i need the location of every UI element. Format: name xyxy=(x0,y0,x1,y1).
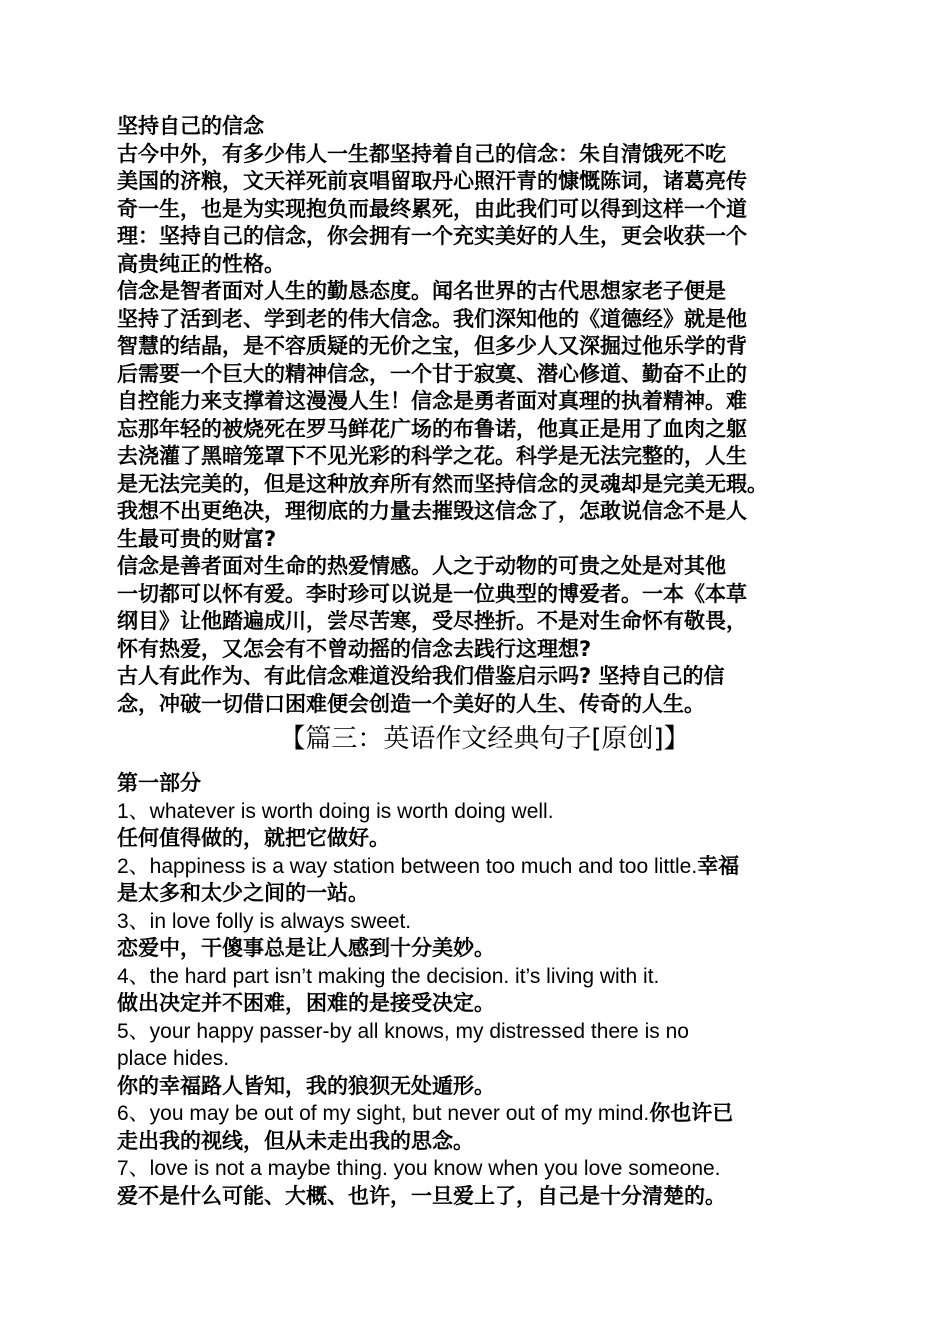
sentence-cn: 任何值得做的，就把它做好。 xyxy=(117,826,390,850)
sentence-cn: 你的幸福路人皆知，我的狼狈无处遁形。 xyxy=(117,1073,495,1098)
essay-line: 一切都可以怀有爱。李时珍可以说是一位典型的博爱者。一本《本草 xyxy=(117,581,747,606)
essay-body xyxy=(117,113,852,718)
sentence-cn-head: 你也许已 xyxy=(649,1101,734,1125)
sentence-en: 7、love is not a maybe thing. you know when you love someone. xyxy=(117,1157,721,1180)
sentence-cn-head: 幸福 xyxy=(697,853,740,878)
sentence-en-continued: place hides. xyxy=(117,1047,230,1070)
sentence-en-text: 6、you may be out of my sight, but never out of my mind. xyxy=(117,1102,650,1125)
essay-line: 后需要一个巨大的精神信念，一个甘于寂寞、潜心修道、勤奋不止的 xyxy=(117,361,747,386)
section-heading: 【篇三：英语作文经典句子[原创]】 xyxy=(279,724,690,754)
essay-line: 生最可贵的财富? xyxy=(117,526,277,551)
essay-line: 古人有此作为、有此信念难道没给我们借鉴启示吗? 坚持自己的信 xyxy=(117,664,725,688)
sentence-cn: 做出决定并不困难，困难的是接受决定。 xyxy=(117,991,495,1015)
essay-line: 是无法完美的，但是这种放弃所有然而坚持信念的灵魂却是完美无瑕。 xyxy=(117,471,768,496)
sentence-en: 4、the hard part isn’t making the decision. it’s living with it. xyxy=(117,964,660,988)
essay-line: 坚持了活到老、学到老的伟大信念。我们深知他的《道德经》就是他 xyxy=(117,306,747,331)
sentence-en: 5、your happy passer-by all knows, my distressed there is no xyxy=(117,1019,689,1043)
essay-line: 念，冲破一切借口困难便会创造一个美好的人生、传奇的人生。 xyxy=(117,691,705,716)
document-page xyxy=(117,113,852,1210)
essay-line: 信念是善者面对生命的热爱情感。人之于动物的可贵之处是对其他 xyxy=(117,554,726,578)
sentence-list xyxy=(117,770,852,1210)
essay-line: 信念是智者面对人生的勤恳态度。闻名世界的古代思想家老子便是 xyxy=(117,279,726,303)
essay-line: 美国的济粮，文天祥死前哀唱留取丹心照汗青的慷慨陈词，诸葛亮传 xyxy=(117,169,747,193)
sentence-cn: 是太多和太少之间的一站。 xyxy=(117,881,369,905)
sentence-en xyxy=(117,1100,852,1128)
essay-line: 高贵纯正的性格。 xyxy=(117,251,285,276)
sentence-cn: 爱不是什么可能、大概、也许，一旦爱上了，自己是十分清楚的。 xyxy=(117,1183,726,1208)
essay-line: 自控能力来支撑着这漫漫人生！信念是勇者面对真理的执着精神。难 xyxy=(117,389,747,413)
essay-line: 怀有热爱，又怎会有不曾动摇的信念去践行这理想? xyxy=(117,636,592,661)
essay-line: 理：坚持自己的信念，你会拥有一个充实美好的人生，更会收获一个 xyxy=(117,224,747,248)
essay-line: 我想不出更绝决，理彻底的力量去摧毁这信念了，怎敢说信念不是人 xyxy=(117,499,747,523)
essay-line: 奇一生，也是为实现抱负而最终累死，由此我们可以得到这样一个道 xyxy=(117,196,747,221)
part-title: 第一部分 xyxy=(117,771,201,795)
essay-line: 智慧的结晶，是不容质疑的无价之宝，但多少人又深掘过他乐学的背 xyxy=(117,334,747,358)
sentence-en: 1、whatever is worth doing is worth doing well. xyxy=(117,799,554,823)
essay-line: 去浇灌了黑暗笼罩下不见光彩的科学之花。科学是无法完整的，人生 xyxy=(117,444,747,468)
essay-line: 古今中外，有多少伟人一生都坚持着自己的信念：朱自清饿死不吃 xyxy=(117,141,726,166)
sentence-en: 3、in love folly is always sweet. xyxy=(117,909,412,933)
essay-line: 纲目》让他踏遍成川，尝尽苦寒，受尽挫折。不是对生命怀有敬畏， xyxy=(117,609,747,633)
essay-title: 坚持自己的信念 xyxy=(117,114,264,138)
sentence-cn: 恋爱中，干傻事总是让人感到十分美妙。 xyxy=(117,936,495,960)
sentence-en-text: 2、happiness is a way station between too much and too little. xyxy=(117,854,698,878)
sentence-en xyxy=(117,853,852,881)
sentence-cn: 走出我的视线，但从未走出我的思念。 xyxy=(117,1128,474,1153)
essay-line: 忘那年轻的被烧死在罗马鲜花广场的布鲁诺，他真正是用了血肉之躯 xyxy=(117,416,747,441)
